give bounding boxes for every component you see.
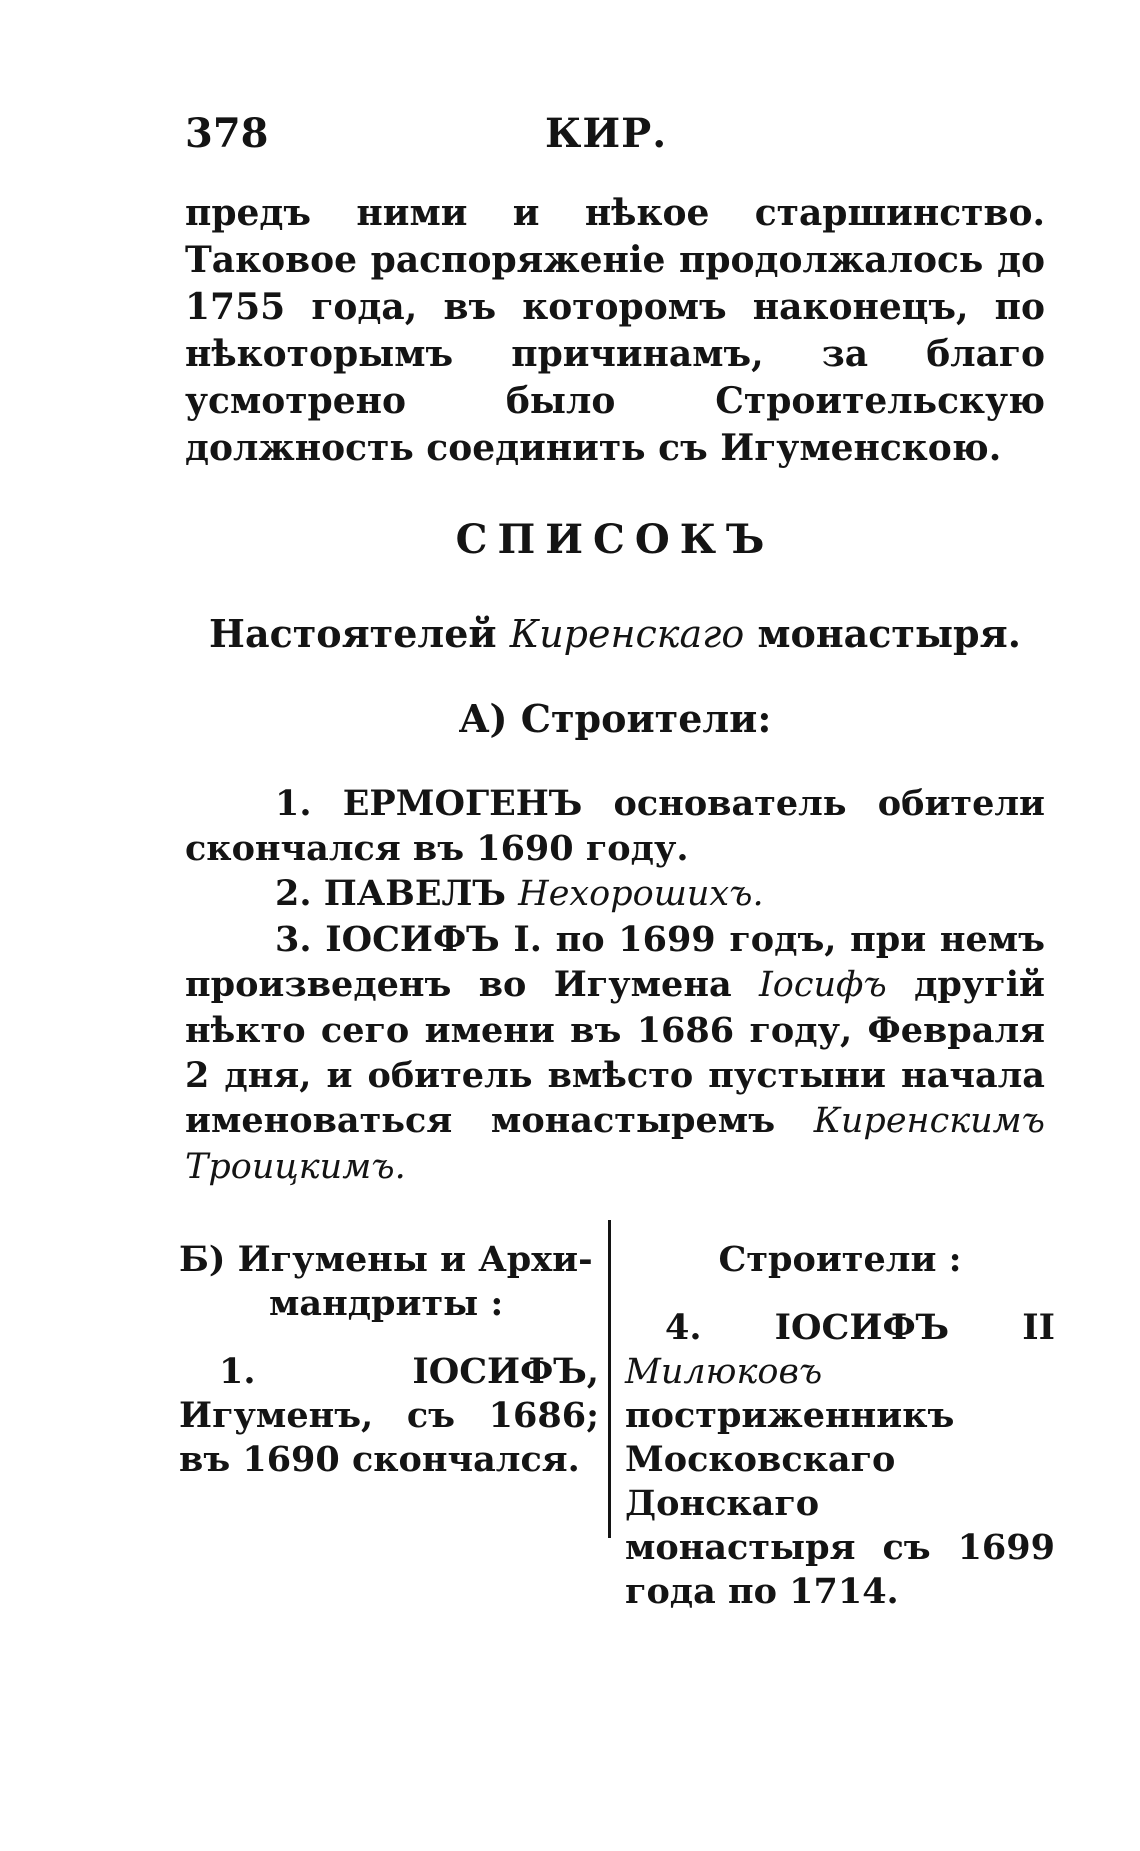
- left-column-entry: 1. ІОСИФЪ, Игуменъ, съ 1686; въ 1690 скончался.: [179, 1351, 599, 1480]
- left-heading-line2: мандриты :: [269, 1283, 504, 1324]
- entry-text: по 1699 годъ, при немъ произведенъ во Игумена: [185, 919, 1046, 1005]
- subtitle-after: монастыря.: [757, 611, 1021, 656]
- entry-name: 3. ІОСИФЪ І.: [275, 919, 542, 960]
- right-column-heading: Строители :: [718, 1239, 962, 1280]
- entry-name: 2. ПАВЕЛЪ: [275, 873, 506, 914]
- list-item: [185, 871, 1045, 917]
- left-column-heading: [179, 1238, 599, 1326]
- page-header: [185, 110, 1045, 160]
- book-page: [179, 110, 1055, 1612]
- column-divider: [608, 1220, 611, 1538]
- subtitle-before: Настоятелей: [209, 611, 497, 656]
- list-item: [185, 917, 1045, 1190]
- section-a-entries: [185, 781, 1045, 1190]
- entry-name: 1. ЕРМОГЕНЪ: [275, 783, 583, 824]
- subtitle-italic: Киренскаго: [509, 612, 745, 656]
- intro-paragraph: предъ ними и нѣкое старшинство. Таковое распоряженіе продолжалось до 1755 года, въ которомъ наконецъ, по нѣкоторымъ причинамъ, за благо усмотрено было Строительскую должность соединить съ Игуменскою.: [185, 192, 1045, 469]
- list-title: СПИСОКЪ: [455, 516, 775, 563]
- left-column: [179, 1238, 599, 1482]
- entry-italic: Іосифъ: [758, 965, 887, 1005]
- section-a-heading: А) Строители:: [458, 696, 772, 741]
- running-head: КИР.: [545, 110, 668, 157]
- entry-text: [506, 873, 518, 914]
- entry-italic: Нехорошихъ.: [518, 874, 764, 914]
- list-subtitle: [185, 611, 1045, 656]
- entry-italic-2: Киренскимъ Троицкимъ.: [185, 1101, 1045, 1187]
- right-column: [625, 1238, 1055, 1614]
- page-number: 378: [185, 110, 269, 157]
- entry-tail: другій нѣкто сего имени въ 1686 году, Февраля 2 дня, и обитель вмѣсто пустыни начала именоваться монастыремъ: [185, 964, 1045, 1141]
- left-heading-line1: Б) Игумены и Архи-: [179, 1239, 593, 1280]
- right-entry-name: 4. ІОСИФЪ II: [665, 1307, 1055, 1348]
- entry-text: основатель обители скончался въ 1690 году.: [185, 783, 1045, 869]
- two-column-section: [179, 1230, 1055, 1612]
- right-column-entry: [625, 1306, 1055, 1614]
- list-item: [185, 781, 1045, 871]
- right-entry-text: постриженникъ Московскаго Донскаго монастыря съ 1699 года по 1714.: [625, 1395, 1055, 1612]
- right-entry-italic: Милюковъ: [625, 1352, 823, 1392]
